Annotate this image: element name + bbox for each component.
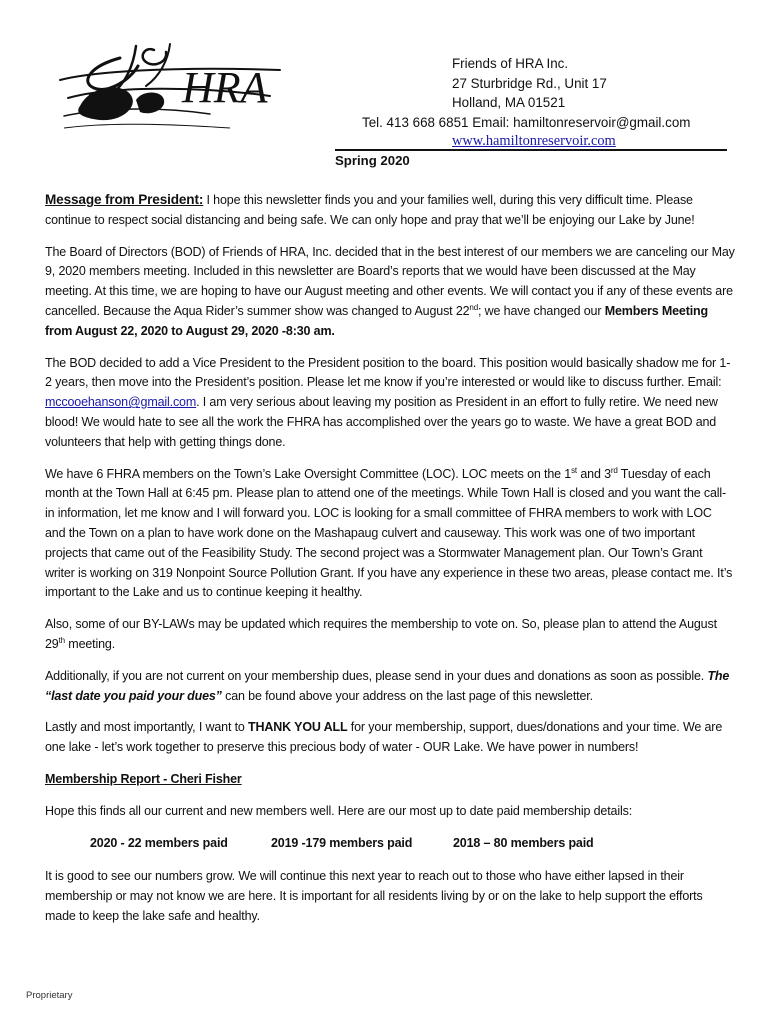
membership-heading: Membership Report - Cheri Fisher: [45, 771, 242, 786]
org-name: Friends of HRA Inc.: [452, 56, 569, 71]
address-block: [362, 54, 727, 152]
president-paragraph-6: Additionally, if you are not current on your membership dues, please send in your dues and donations as soon as possible. The “last date you paid your dues” can be found above your address on the last page of this newsletter.: [45, 668, 730, 703]
president-heading: Message from President:: [45, 192, 204, 207]
header-divider: [335, 149, 727, 151]
contact-line: Tel. 413 668 6851 Email: hamiltonreservoir@gmail.com: [362, 114, 691, 130]
city-state-zip: Holland, MA 01521: [452, 95, 566, 110]
membership-intro: Hope this finds all our current and new members well. Here are our most up to date paid membership details:: [45, 803, 633, 818]
president-paragraph-7: Lastly and most importantly, I want to THANK YOU ALL for your membership, support, dues/donations and your time. We are one lake - let’s work together to preserve this precious body of water - OUR Lake. We have power in numbers!: [45, 720, 723, 755]
president-email-link[interactable]: mccooehanson@gmail.com: [45, 395, 197, 410]
membership-closing: It is good to see our numbers grow. We will continue this next year to reach out to those who have either lapsed in their membership or may not know we are here. It is important for all residents living by or on the lake to help support the efforts made to keep the lake safe and healthy.: [45, 869, 703, 923]
president-paragraph-3: The BOD decided to add a Vice President to the President position to the board. This position would basically shadow me for 1-2 years, then move into the President’s position. Please let me know if you’re interested or would like to discuss further. Email: mccooehanson@gmail.com. I am very serious about leaving my position as President in an effort to fully retire. We need new blood! We would hate to see all the work the FHRA has accomplished over the years go to waste. We have a great BOD and volunteers that help with getting things done.: [45, 355, 731, 449]
president-paragraph-2: The Board of Directors (BOD) of Friends of HRA, Inc. decided that in the best interest of our members we are canceling our May 9, 2020 members meeting. Included in this newsletter are Board’s reports that we would have been discussed at the May meeting. At this time, we are hoping to have our August meeting and other events. We will contact you if any of these events are cancelled. Because the Aqua Rider’s summer show was changed to August 22nd; we have changed our Members Meeting from August 22, 2020 to August 29, 2020 -8:30 am.: [45, 244, 735, 338]
stat-2018: 2018 – 80 members paid: [453, 835, 594, 850]
meeting-change-notice: Members Meeting from August 22, 2020 to August 29, 2020 -8:30 am.: [45, 303, 709, 338]
newsletter-body: [45, 190, 735, 939]
street-address: 27 Sturbridge Rd., Unit 17: [452, 75, 607, 91]
issue-title: Spring 2020: [335, 153, 410, 168]
president-paragraph-1: Message from President: I hope this newsletter finds you and your families well, during this very difficult time. Please continue to respect social distancing and being safe. We can only hope and pray that we’ll be enjoying our Lake by June!: [45, 192, 695, 227]
membership-heading-row: [45, 770, 735, 790]
membership-stats: [90, 834, 735, 854]
hra-logo: [50, 36, 295, 134]
logo-lettering: HRA: [182, 63, 268, 112]
stat-2019: 2019 -179 members paid: [271, 835, 413, 850]
president-paragraph-5: Also, some of our BY-LAWs may be updated which requires the membership to vote on. So, please plan to attend the August 29th meeting.: [45, 617, 717, 651]
stat-2020: 2020 - 22 members paid: [90, 835, 228, 850]
proprietary-label: Proprietary: [26, 990, 73, 1001]
website-link[interactable]: www.hamiltonreservoir.com: [452, 133, 616, 149]
president-paragraph-4: We have 6 FHRA members on the Town’s Lake Oversight Committee (LOC). LOC meets on the 1st and 3rd Tuesday of each month at the Town Hall at 6:45 pm. Please plan to attend one of the meetings. While Town Hall is closed and you want the call-in information, let me know and I will forward you. LOC is looking for a small committee of FHRA members to work with LOC and the Town on a plan to have work done on the Mashapaug culvert and causeway. This work was one of two important projects that came out of the Feasibility Study. The second project was a Stormwater Management plan. Our Town’s Grant writer is working on 319 Nonpoint Source Pollution Grant. If you have any experience in these two areas, please contact me. It’s important to the Lake and us to continue keeping it healthy.: [45, 465, 733, 600]
